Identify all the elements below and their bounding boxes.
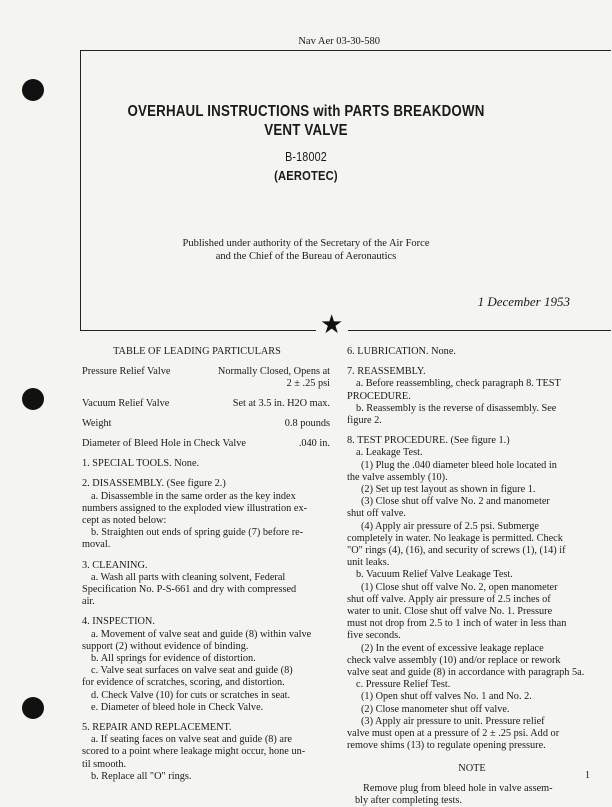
particular-value: 0.8 pounds bbox=[284, 417, 330, 429]
paragraph-line: (3) Close shut off valve No. 2 and manometer bbox=[361, 496, 550, 508]
paragraph-line: (2) Close manometer shut off valve. bbox=[361, 703, 510, 715]
header-rule-top bbox=[80, 50, 611, 51]
particular-row bbox=[82, 418, 330, 430]
particular-label: Weight bbox=[82, 417, 112, 429]
part-number: B-18002 bbox=[285, 150, 327, 164]
paragraph-line: unit leaks. bbox=[347, 557, 390, 569]
divider-rule-right bbox=[348, 330, 611, 331]
section-1-special-tools: 1. SPECIAL TOOLS. None. bbox=[82, 458, 200, 470]
paragraph-line: valve must open at a pressure of 2 ± .25 psi. Add or bbox=[347, 728, 560, 740]
particular-row bbox=[82, 398, 330, 410]
paragraph-line: a. Disassemble in the same order as the key index bbox=[91, 490, 296, 502]
particular-label: Pressure Relief Valve bbox=[82, 366, 171, 378]
manufacturer: (AEROTEC) bbox=[274, 168, 338, 183]
page-title: OVERHAUL INSTRUCTIONS with PARTS BREAKDOWN bbox=[127, 103, 485, 120]
paragraph-line: PROCEDURE. bbox=[347, 390, 411, 402]
paragraph-line: a. Movement of valve seat and guide (8) within valve bbox=[91, 628, 312, 640]
binder-hole-middle bbox=[22, 388, 44, 410]
note-text: bly after completing tests. bbox=[355, 794, 462, 806]
paragraph-line: (3) Apply air pressure to unit. Pressure relief bbox=[361, 715, 545, 727]
particulars-table-title: TABLE OF LEADING PARTICULARS bbox=[113, 346, 281, 357]
paragraph-line: a. Before reassembling, check paragraph 8. TEST bbox=[356, 378, 561, 390]
paragraph-line: five seconds. bbox=[347, 630, 401, 642]
particular-label: Vacuum Relief Valve bbox=[82, 397, 170, 409]
section-5-heading: 5. REPAIR AND REPLACEMENT. bbox=[82, 722, 232, 734]
authority-line-1: Published under authority of the Secretary of the Air Force bbox=[182, 238, 430, 249]
section-4-heading: 4. INSPECTION. bbox=[82, 616, 155, 628]
paragraph-line: til smooth. bbox=[82, 758, 127, 770]
paragraph-line: (2) Set up test layout as shown in figure 1. bbox=[361, 484, 536, 496]
authority-line-2: and the Chief of the Bureau of Aeronautics bbox=[215, 251, 397, 262]
paragraph-line: c. Valve seat surfaces on valve seat and guide (8) bbox=[91, 665, 293, 677]
note-heading: NOTE bbox=[458, 762, 486, 774]
section-8-heading: 8. TEST PROCEDURE. (See figure 1.) bbox=[347, 435, 510, 447]
page-number: 1 bbox=[585, 770, 590, 781]
paragraph-line: support (2) without evidence of binding. bbox=[82, 640, 249, 652]
publication-date: 1 December 1953 bbox=[477, 294, 570, 309]
particular-row bbox=[82, 366, 330, 378]
paragraph-line: (1) Open shut off valves No. 1 and No. 2. bbox=[361, 691, 532, 703]
paragraph-line: remove shims (13) to regulate opening pressure. bbox=[347, 740, 546, 752]
paragraph-line: (2) In the event of excessive leakage replace bbox=[361, 642, 544, 654]
paragraph-line: shut off valve. bbox=[347, 508, 407, 520]
paragraph-line: moval. bbox=[82, 539, 111, 551]
paragraph-line: (1) Plug the .040 diameter bleed hole located in bbox=[361, 459, 557, 471]
section-7-heading: 7. REASSEMBLY. bbox=[347, 366, 426, 378]
paragraph-line: "O" rings (4), (16), and security of screws (1), (14) if bbox=[347, 545, 566, 557]
paragraph-line: shut off valve. Apply air pressure of 2.5 inches of bbox=[347, 593, 551, 605]
paragraph-line: air. bbox=[82, 596, 95, 608]
paragraph-line: the valve assembly (10). bbox=[347, 471, 448, 483]
particular-value: .040 in. bbox=[298, 438, 330, 450]
section-2-heading: 2. DISASSEMBLY. (See figure 2.) bbox=[82, 478, 226, 490]
paragraph-line: scored to a point where leakage might occur, hone un- bbox=[82, 746, 306, 758]
paragraph-line: must not drop from 2.5 to 1 inch of water in less than bbox=[347, 618, 567, 630]
note-text: Remove plug from bleed hole in valve assem- bbox=[363, 782, 553, 794]
paragraph-line: a. Wash all parts with cleaning solvent, Federal bbox=[91, 571, 286, 583]
section-6-lubrication: 6. LUBRICATION. None. bbox=[347, 346, 456, 357]
paragraph-line: b. Reassembly is the reverse of disassembly. See bbox=[356, 402, 557, 414]
subsection-heading: a. Leakage Test. bbox=[356, 447, 423, 459]
paragraph-line: e. Diameter of bleed hole in Check Valve. bbox=[91, 701, 264, 713]
paragraph-line: completely in water. No leakage is permitted. Check bbox=[347, 532, 563, 544]
divider-rule-left bbox=[80, 330, 316, 331]
binder-hole-top bbox=[22, 79, 44, 101]
document-number: Nav Aer 03-30-580 bbox=[298, 36, 380, 47]
paragraph-line: check valve assembly (10) and/or replace or rework bbox=[347, 654, 561, 666]
paragraph-line: valve seat and guide (8) in accordance with paragraph 5a. bbox=[347, 667, 585, 679]
subsection-heading: b. Vacuum Relief Valve Leakage Test. bbox=[356, 569, 513, 581]
subsection-heading: c. Pressure Relief Test. bbox=[356, 679, 451, 691]
right-column bbox=[347, 346, 597, 807]
paragraph-line: (1) Close shut off valve No. 2, open manometer bbox=[361, 581, 558, 593]
particular-value: Normally Closed, Opens at bbox=[217, 366, 330, 378]
paragraph-line: b. Replace all "O" rings. bbox=[91, 770, 192, 782]
particular-value: Set at 3.5 in. H2O max. bbox=[232, 397, 330, 409]
paragraph-line: (4) Apply air pressure of 2.5 psi. Submerge bbox=[361, 520, 539, 532]
paragraph-line: numbers assigned to the exploded view illustration ex- bbox=[82, 502, 308, 514]
paragraph-line: b. Straighten out ends of spring guide (7) before re- bbox=[91, 527, 304, 539]
paragraph-line: figure 2. bbox=[347, 415, 382, 427]
page-subtitle: VENT VALVE bbox=[264, 122, 348, 139]
paragraph-line: Specification No. P-S-661 and dry with compressed bbox=[82, 584, 297, 596]
left-column bbox=[82, 346, 330, 783]
header-rule-left bbox=[80, 50, 81, 330]
paragraph-line: b. All springs for evidence of distortion. bbox=[91, 653, 256, 665]
particular-value-cont: 2 ± .25 psi bbox=[286, 378, 330, 390]
particular-label: Diameter of Bleed Hole in Check Valve bbox=[82, 438, 246, 450]
section-3-heading: 3. CLEANING. bbox=[82, 559, 148, 571]
binder-hole-bottom bbox=[22, 697, 44, 719]
paragraph-line: for evidence of scratches, scoring, and distortion. bbox=[82, 677, 285, 689]
paragraph-line: water to unit. Close shut off valve No. 1. Pressure bbox=[347, 606, 553, 618]
paragraph-line: d. Check Valve (10) for cuts or scratches in seat. bbox=[91, 689, 291, 701]
paragraph-line: cept as noted below: bbox=[82, 515, 167, 527]
star-icon: ★ bbox=[320, 310, 344, 339]
paragraph-line: a. If seating faces on valve seat and guide (8) are bbox=[91, 734, 292, 746]
particular-row bbox=[82, 438, 330, 450]
